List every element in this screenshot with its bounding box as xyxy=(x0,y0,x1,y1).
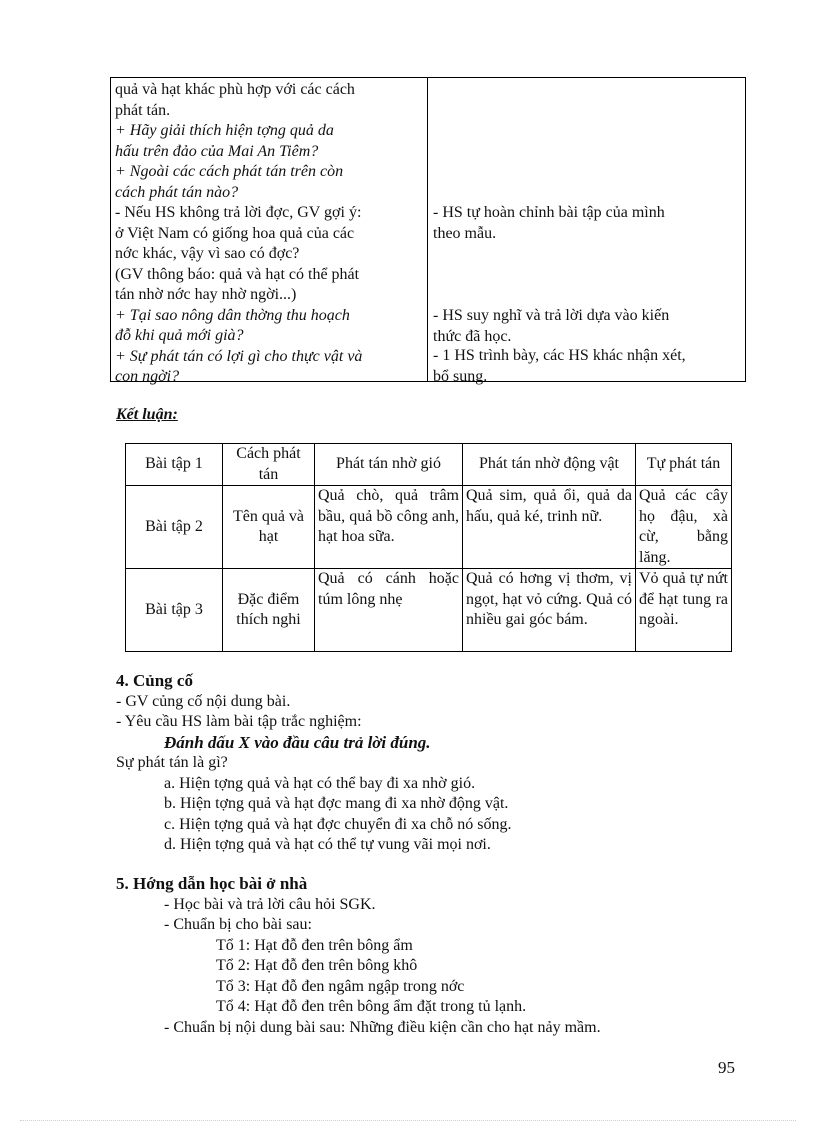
header-cell: Cách phát tán xyxy=(223,444,315,486)
left-line: ở Việt Nam có giống hoa quả của các xyxy=(115,224,355,242)
section-line: - Học bài và trả lời câu hỏi SGK. xyxy=(164,895,376,913)
scan-edge xyxy=(20,1120,796,1121)
right-line: thức đã học. xyxy=(433,327,512,345)
header-cell: Tự phát tán xyxy=(636,444,732,486)
table-cell: Tên quả và hạt xyxy=(223,486,315,569)
left-line: cách phát tán nào? xyxy=(115,183,239,201)
table-cell: Vỏ quả tự nứt để hạt tung ra ngoài. xyxy=(636,569,732,652)
table-cell: Đặc điểm thích nghi xyxy=(223,569,315,652)
answer-option: c. Hiện tợng quả và hạt đợc chuyển đi xa chỗ nó sống. xyxy=(164,815,512,833)
answer-option: a. Hiện tợng quả và hạt có thể bay đi xa nhờ gió. xyxy=(164,774,476,792)
section-heading: 4. Củng cố xyxy=(116,671,193,690)
left-line: đỗ khi quả mới già? xyxy=(115,327,244,344)
right-line: - 1 HS trình bày, các HS khác nhận xét, xyxy=(433,347,686,364)
header-cell: Phát tán nhờ gió xyxy=(315,444,463,486)
table-row xyxy=(126,569,732,652)
section-5 xyxy=(116,874,601,1038)
table-cell: Quả có cánh hoặc túm lông nhẹ xyxy=(315,569,463,652)
table-cell: Quả sim, quả ổi, quả da hấu, quả ké, trinh nữ. xyxy=(463,486,636,569)
page-number: 95 xyxy=(718,1058,735,1077)
left-line: - Nếu HS không trả lời đợc, GV gợi ý: xyxy=(115,204,362,221)
section-line: - Chuẩn bị nội dung bài sau: Những điều kiện cần cho hạt nảy mầm. xyxy=(164,1018,601,1036)
section-line: - GV củng cố nội dung bài. xyxy=(116,692,291,710)
left-line: hấu trên đảo của Mai An Tiêm? xyxy=(115,142,319,160)
column-divider xyxy=(427,78,428,381)
student-activity-block xyxy=(433,346,739,387)
right-line: bổ sung. xyxy=(433,367,488,385)
exercise-instruction: Đánh dấu X vào đầu câu trả lời đúng. xyxy=(164,732,431,752)
header-cell: Bài tập 1 xyxy=(126,444,223,486)
section-4 xyxy=(116,671,512,856)
header-cell: Phát tán nhờ động vật xyxy=(463,444,636,486)
table-cell: Quả có hơng vị thơm, vị ngọt, hạt vỏ cứng. Quả có nhiều gai góc bám. xyxy=(463,569,636,652)
top-table xyxy=(110,77,746,385)
student-activity-block xyxy=(433,203,739,244)
table-cell: Quả chò, quả trâm bầu, quả bồ công anh, hạt hoa sữa. xyxy=(315,486,463,569)
left-line: tán nhờ nớc hay nhờ ngời...) xyxy=(115,286,297,303)
question-text: Sự phát tán là gì? xyxy=(116,754,228,771)
left-line: con ngời? xyxy=(115,368,180,385)
section-line: - Yêu cầu HS làm bài tập trắc nghiệm: xyxy=(116,713,362,730)
student-activity-block xyxy=(433,306,739,347)
left-line: + Sự phát tán có lợi gì cho thực vật và xyxy=(115,347,363,365)
answer-option: b. Hiện tợng quả và hạt đợc mang đi xa nhờ động vật. xyxy=(164,795,509,812)
table-cell: Bài tập 2 xyxy=(126,486,223,569)
left-line: (GV thông báo: quả và hạt có thể phát xyxy=(115,265,360,283)
left-line: phát tán. xyxy=(115,101,171,119)
table-header-row xyxy=(126,444,732,486)
section-line: - Chuẩn bị cho bài sau: xyxy=(164,916,312,933)
left-line: + Hãy giải thích hiện tợng quả da xyxy=(115,122,334,139)
table-row xyxy=(126,486,732,569)
group-task: Tổ 3: Hạt đỗ đen ngâm ngập trong nớc xyxy=(216,977,465,995)
left-line: quả và hạt khác phù hợp với các cách xyxy=(115,81,355,98)
right-line: theo mẫu. xyxy=(433,224,497,242)
teacher-activity-column xyxy=(115,80,423,388)
answer-option: d. Hiện tợng quả và hạt có thể tự vung vãi mọi nơi. xyxy=(164,836,491,853)
conclusion-heading: Kết luận: xyxy=(116,406,178,423)
left-line: + Ngoài các cách phát tán trên còn xyxy=(115,163,344,180)
right-line: - HS tự hoàn chỉnh bài tập của mình xyxy=(433,204,665,221)
right-line: - HS suy nghĩ và trả lời dựa vào kiến xyxy=(433,307,670,324)
group-task: Tổ 4: Hạt đỗ đen trên bông ẩm đặt trong tủ lạnh. xyxy=(216,998,527,1015)
section-heading: 5. Hớng dẫn học bài ở nhà xyxy=(116,874,308,893)
group-task: Tổ 2: Hạt đỗ đen trên bông khô xyxy=(216,957,418,974)
table-cell: Quả các cây họ đậu, xà cừ, bằng lăng. xyxy=(636,486,732,569)
group-task: Tổ 1: Hạt đỗ đen trên bông ẩm xyxy=(216,936,413,954)
left-line: + Tại sao nông dân thờng thu hoạch xyxy=(115,306,350,324)
conclusion-table xyxy=(125,443,732,652)
table-cell: Bài tập 3 xyxy=(126,569,223,652)
left-line: nớc khác, vậy vì sao có đợc? xyxy=(115,245,300,262)
